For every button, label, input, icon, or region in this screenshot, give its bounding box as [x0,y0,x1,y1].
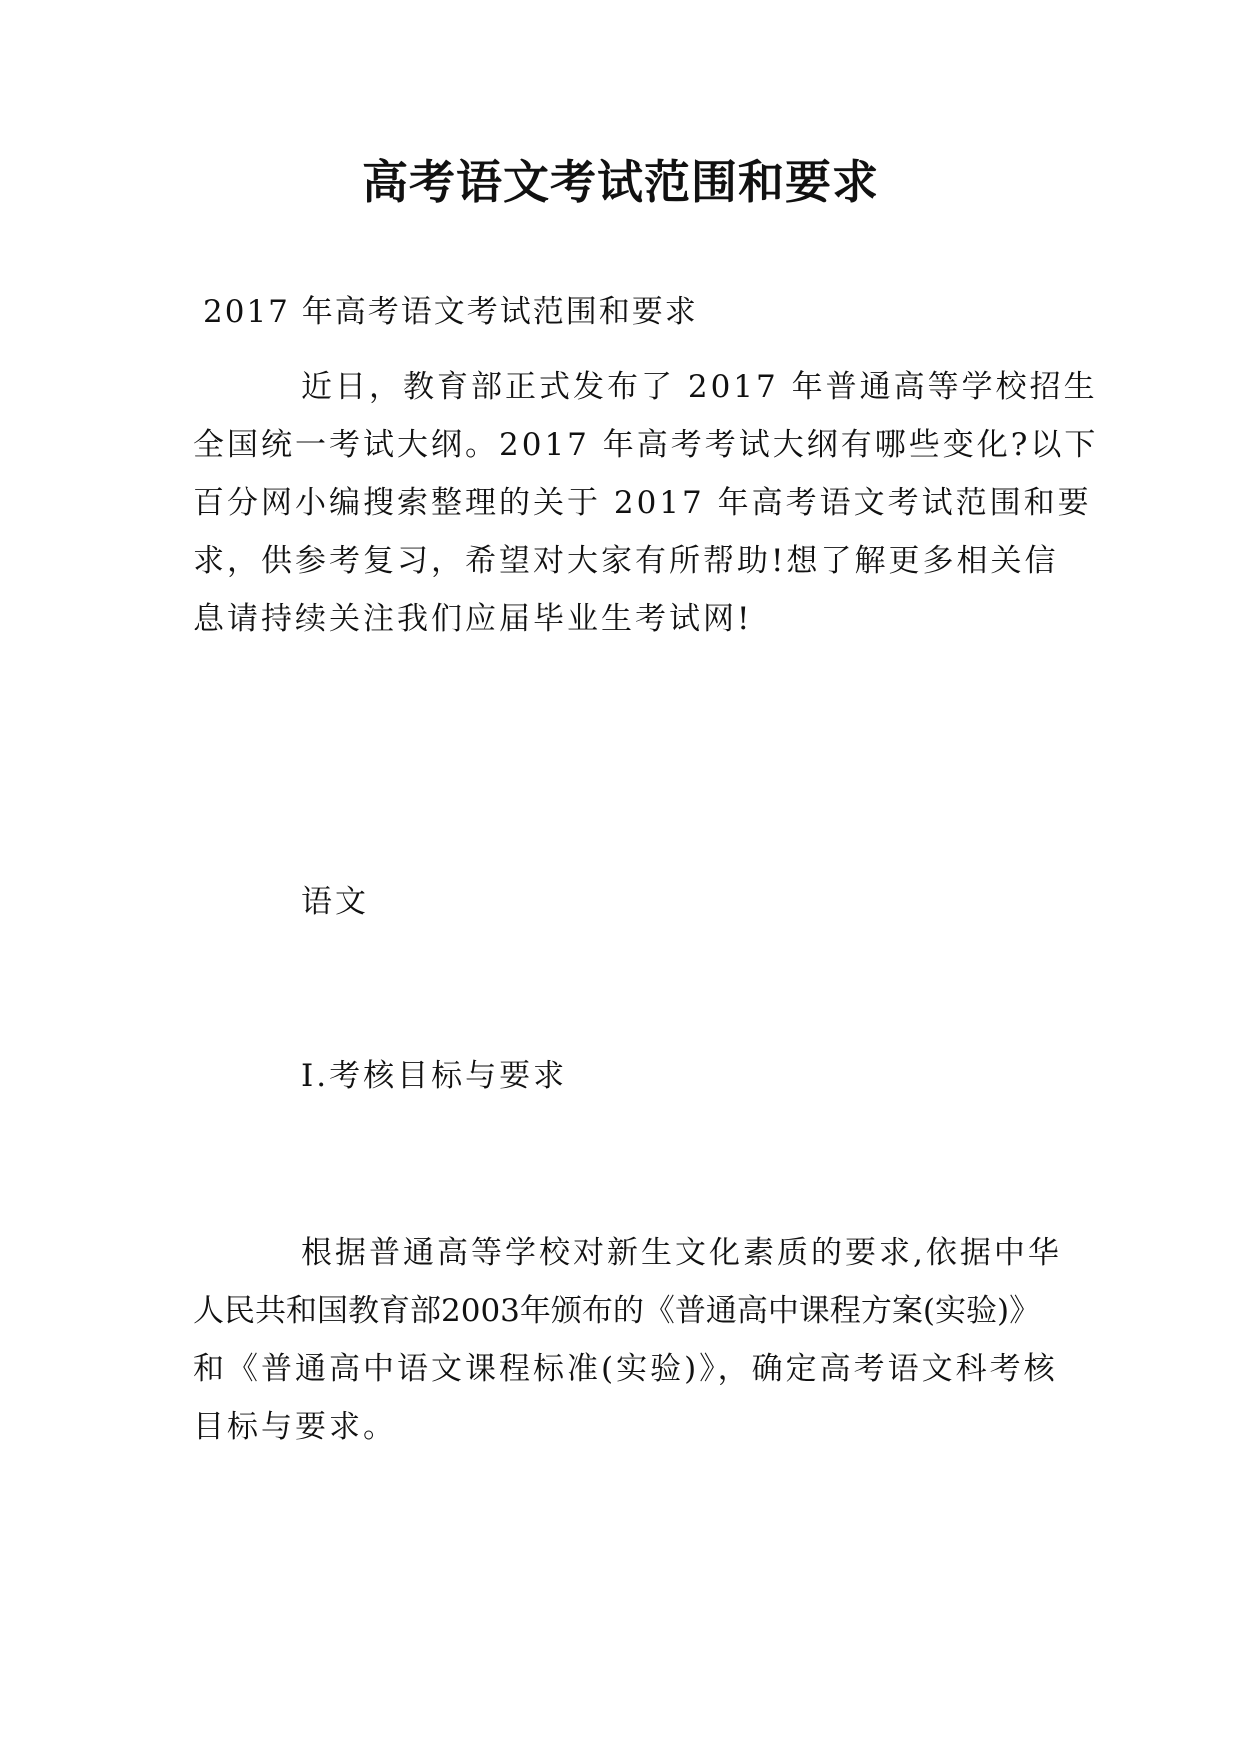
intro-line: 全国统一考试大纲。2017 年高考考试大纲有哪些变化?以下 [193,427,1099,463]
body-paragraph [193,1224,1063,1456]
body-line: 目标与要求。 [193,1409,397,1445]
intro-line: 百分网小编搜索整理的关于 2017 年高考语文考试范围和要 [193,485,1092,521]
intro-line: 近日，教育部正式发布了 2017 年普通高等学校招生 [301,369,1098,405]
body-line: 和《普通高中语文课程标准(实验)》，确定高考语文科考核 [193,1351,1058,1387]
subject-heading: 语文 [301,884,369,920]
section-heading: I.考核目标与要求 [301,1058,568,1094]
intro-paragraph [193,358,1099,648]
document-title: 高考语文考试范围和要求 [362,155,879,209]
body-line: 根据普通高等学校对新生文化素质的要求,依据中华 [301,1235,1062,1271]
intro-line: 求，供参考复习，希望对大家有所帮助!想了解更多相关信 [193,543,1059,579]
intro-line: 息请持续关注我们应届毕业生考试网! [193,601,753,637]
body-line: 人民共和国教育部2003年颁布的《普通高中课程方案(实验)》 [193,1293,1041,1329]
document-subtitle: 2017 年高考语文考试范围和要求 [203,294,698,330]
